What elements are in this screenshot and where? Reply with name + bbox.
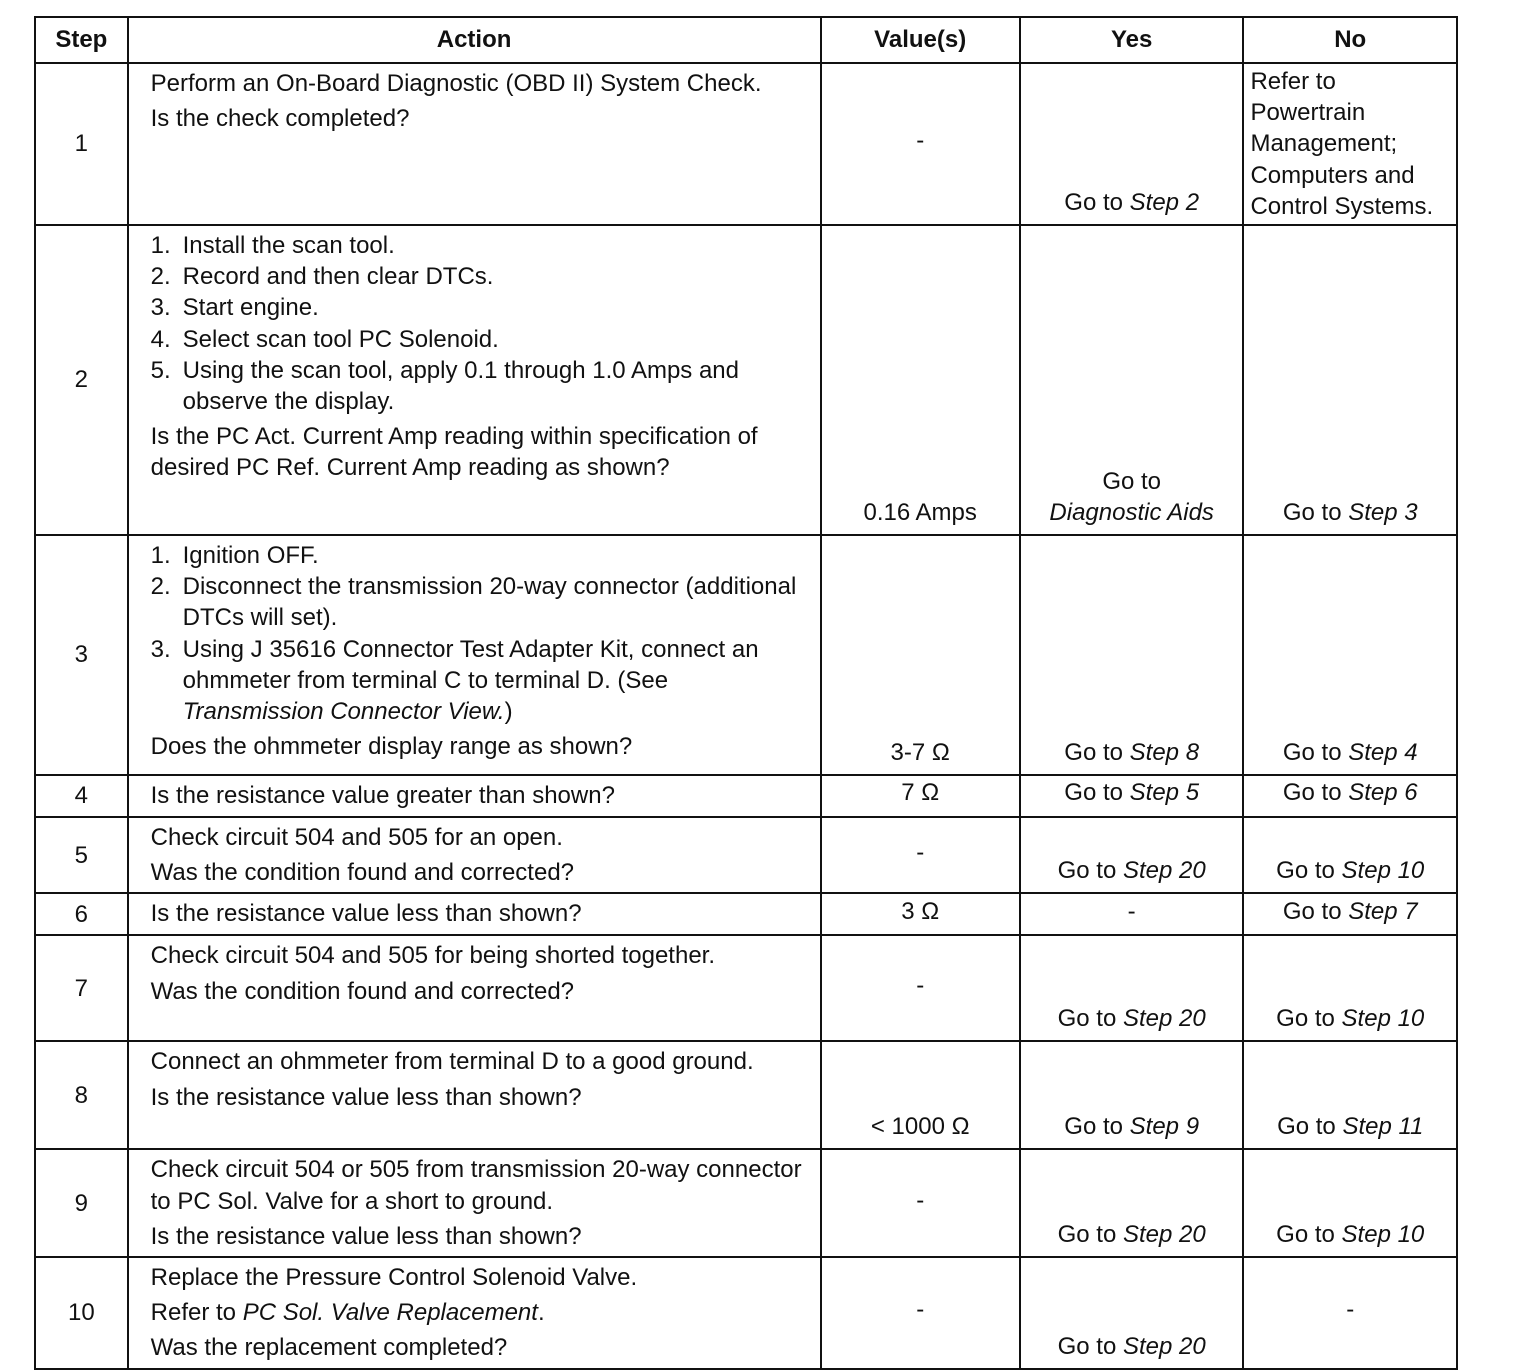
yes-cell <box>1020 535 1244 775</box>
yes-link[interactable] <box>1058 1333 1206 1360</box>
no-target: Step 11 <box>1342 1113 1424 1141</box>
value-cell: - <box>821 817 1020 893</box>
action-text: Replace the Pressure Control Solenoid Valve. <box>150 1263 638 1291</box>
no-cell <box>1243 775 1457 817</box>
action-question: Is the resistance value less than shown? <box>150 900 582 928</box>
yes-link[interactable] <box>1058 1005 1206 1032</box>
no-target: Step 6 <box>1348 779 1418 807</box>
no-target: Step 4 <box>1348 738 1418 766</box>
table-row <box>35 535 1457 775</box>
yes-text: - <box>1127 897 1136 925</box>
action-text: Check circuit 504 or 505 from transmission 20-way connector to PC Sol. Valve for a short to ground. <box>150 1156 802 1215</box>
item-text <box>183 324 810 355</box>
item-text-post: ) <box>504 697 513 725</box>
table-row <box>35 1149 1457 1257</box>
yes-prefix: Go to <box>1057 857 1123 885</box>
yes-target: Step 2 <box>1129 188 1200 216</box>
item-number: 3. <box>150 294 171 322</box>
reference-prefix: Refer to <box>150 1299 243 1327</box>
step-number: 5 <box>35 817 128 893</box>
action-step-item <box>151 261 810 292</box>
header-yes: Yes <box>1020 17 1244 63</box>
action-step-item <box>151 355 810 417</box>
value-cell: 0.16 Amps <box>821 225 1020 535</box>
no-target: Step 10 <box>1341 1220 1425 1248</box>
table-row <box>35 935 1457 1041</box>
action-cell <box>128 1149 821 1257</box>
value-cell: 3 Ω <box>821 893 1020 935</box>
yes-cell <box>1020 817 1244 893</box>
reference-post: . <box>537 1299 545 1327</box>
item-number: 1. <box>150 541 171 569</box>
no-link[interactable] <box>1283 779 1418 806</box>
header-action: Action <box>128 17 821 63</box>
no-link[interactable] <box>1283 499 1418 526</box>
yes-link[interactable] <box>1064 189 1199 216</box>
action-question: Is the resistance value less than shown? <box>150 1222 582 1250</box>
action-question: Is the resistance value less than shown? <box>150 1083 582 1111</box>
item-text-main: Disconnect the transmission 20-way connector (additional DTCs will set). <box>182 573 797 632</box>
item-number: 3. <box>150 635 171 663</box>
no-cell <box>1243 817 1457 893</box>
action-step-item <box>151 230 810 261</box>
step-number: 3 <box>35 535 128 775</box>
no-cell <box>1243 63 1457 225</box>
action-step-item <box>151 571 810 633</box>
table-row <box>35 893 1457 935</box>
yes-cell <box>1020 1257 1244 1369</box>
no-prefix: Go to <box>1282 779 1349 807</box>
no-target: Step 10 <box>1341 1005 1425 1033</box>
yes-prefix: Go to <box>1064 188 1130 216</box>
table-row <box>35 775 1457 817</box>
header-step: Step <box>35 17 128 63</box>
value-cell: < 1000 Ω <box>821 1041 1020 1149</box>
yes-cell <box>1020 225 1244 535</box>
step-number: 6 <box>35 893 128 935</box>
yes-link[interactable] <box>1058 857 1206 884</box>
item-number: 2. <box>150 573 171 601</box>
item-number: 2. <box>150 263 171 291</box>
yes-prefix: Go to <box>1102 467 1162 495</box>
step-number: 10 <box>35 1257 128 1369</box>
yes-cell <box>1020 1041 1244 1149</box>
no-cell <box>1243 1257 1457 1369</box>
step-number: 4 <box>35 775 128 817</box>
yes-target: Step 9 <box>1129 1113 1200 1141</box>
no-cell <box>1243 935 1457 1041</box>
item-text-main: Install the scan tool. <box>182 231 395 259</box>
yes-prefix: Go to <box>1057 1220 1123 1248</box>
table-row <box>35 225 1457 535</box>
no-prefix: Go to <box>1276 857 1342 885</box>
step-number: 7 <box>35 935 128 1041</box>
header-row <box>35 17 1457 63</box>
step-number: 1 <box>35 63 128 225</box>
action-cell <box>128 63 821 225</box>
table-row <box>35 1041 1457 1149</box>
action-step-item <box>151 324 810 355</box>
no-cell <box>1243 1041 1457 1149</box>
action-cell <box>128 935 821 1041</box>
action-question: Is the resistance value greater than shown? <box>150 781 615 809</box>
no-target: Step 7 <box>1348 897 1418 925</box>
no-cell <box>1243 893 1457 935</box>
table-row <box>35 817 1457 893</box>
value-cell: - <box>821 1257 1020 1369</box>
item-number: 1. <box>150 231 171 259</box>
yes-cell <box>1020 935 1244 1041</box>
no-link[interactable] <box>1276 857 1424 884</box>
action-text: Check circuit 504 and 505 for an open. <box>150 823 563 851</box>
yes-prefix: Go to <box>1064 779 1130 807</box>
yes-target: Step 5 <box>1129 779 1200 807</box>
yes-target: Diagnostic Aids <box>1049 498 1214 526</box>
yes-link[interactable] <box>1064 1113 1199 1140</box>
yes-cell <box>1020 893 1244 935</box>
no-prefix: Go to <box>1277 1113 1343 1141</box>
yes-target: Step 8 <box>1129 738 1200 766</box>
no-cell <box>1243 1149 1457 1257</box>
table-row <box>35 63 1457 225</box>
value-cell: - <box>821 1149 1020 1257</box>
no-link[interactable] <box>1283 898 1418 925</box>
yes-link[interactable] <box>1064 739 1199 766</box>
table-body <box>35 63 1457 1369</box>
yes-target: Step 20 <box>1122 857 1206 885</box>
no-prefix: Go to <box>1282 498 1349 526</box>
item-text-main: Select scan tool PC Solenoid. <box>182 325 499 353</box>
yes-cell <box>1020 775 1244 817</box>
item-text <box>183 261 810 292</box>
action-cell <box>128 775 821 817</box>
action-cell <box>128 893 821 935</box>
value-cell: 7 Ω <box>821 775 1020 817</box>
no-target: Step 10 <box>1341 857 1425 885</box>
no-link[interactable] <box>1277 1113 1423 1140</box>
action-step-item <box>151 292 810 323</box>
no-prefix: Go to <box>1282 738 1349 766</box>
yes-target: Step 20 <box>1122 1332 1206 1360</box>
action-question: Is the check completed? <box>150 105 410 133</box>
yes-target: Step 20 <box>1122 1220 1206 1248</box>
item-text-ref: Transmission Connector View. <box>182 697 505 725</box>
action-step-item <box>151 540 810 571</box>
item-text-main: Using the scan tool, apply 0.1 through 1.0 Amps and observe the display. <box>182 356 739 415</box>
no-link[interactable] <box>1276 1005 1424 1032</box>
header-no: No <box>1243 17 1457 63</box>
value-cell: - <box>821 63 1020 225</box>
yes-link[interactable] <box>1058 1221 1206 1248</box>
yes-target: Step 20 <box>1122 1005 1206 1033</box>
action-reference <box>151 1297 810 1328</box>
step-number: 2 <box>35 225 128 535</box>
action-question: Does the ohmmeter display range as shown? <box>150 733 633 761</box>
item-text <box>183 634 810 728</box>
item-text <box>183 230 810 261</box>
no-prefix: Go to <box>1276 1005 1342 1033</box>
action-cell <box>128 817 821 893</box>
value-cell: - <box>821 935 1020 1041</box>
no-text: Refer to Powertrain Management; Computers and Control Systems. <box>1250 68 1434 220</box>
header-value: Value(s) <box>821 17 1020 63</box>
item-text <box>183 292 810 323</box>
action-step-item <box>151 634 810 728</box>
value-cell: 3-7 Ω <box>821 535 1020 775</box>
item-number: 5. <box>150 356 171 384</box>
item-number: 4. <box>150 325 171 353</box>
no-prefix: Go to <box>1276 1220 1342 1248</box>
item-text <box>183 540 810 571</box>
table-row <box>35 1257 1457 1369</box>
action-cell <box>128 1257 821 1369</box>
no-text: - <box>1346 1296 1355 1324</box>
item-text-main: Start engine. <box>182 294 319 322</box>
reference-document: PC Sol. Valve Replacement <box>242 1299 538 1327</box>
item-text-main: Using J 35616 Connector Test Adapter Kit, connect an ohmmeter from terminal C to terminal D. (See <box>182 635 759 694</box>
action-cell <box>128 1041 821 1149</box>
no-prefix: Go to <box>1282 897 1349 925</box>
item-text-main: Ignition OFF. <box>182 541 319 569</box>
action-text: Perform an On-Board Diagnostic (OBD II) System Check. <box>150 70 762 97</box>
yes-prefix: Go to <box>1064 738 1130 766</box>
no-cell <box>1243 535 1457 775</box>
yes-prefix: Go to <box>1064 1113 1130 1141</box>
step-number: 8 <box>35 1041 128 1149</box>
no-cell <box>1243 225 1457 535</box>
yes-prefix: Go to <box>1057 1005 1123 1033</box>
action-question: Is the PC Act. Current Amp reading within specification of desired PC Ref. Current Amp reading as shown? <box>150 423 758 482</box>
action-text: Connect an ohmmeter from terminal D to a good ground. <box>150 1048 754 1076</box>
no-target: Step 3 <box>1348 498 1418 526</box>
yes-link[interactable] <box>1064 779 1199 806</box>
yes-cell <box>1020 63 1244 225</box>
step-number: 9 <box>35 1149 128 1257</box>
item-text <box>183 355 810 417</box>
yes-link[interactable] <box>1049 468 1214 526</box>
action-question: Was the condition found and corrected? <box>150 859 575 887</box>
yes-cell <box>1020 1149 1244 1257</box>
no-link[interactable] <box>1276 1221 1424 1248</box>
item-text-main: Record and then clear DTCs. <box>182 263 494 291</box>
action-cell <box>128 225 821 535</box>
action-cell <box>128 535 821 775</box>
action-text: Check circuit 504 and 505 for being shorted together. <box>150 942 716 970</box>
diagnostic-table <box>34 16 1458 1370</box>
item-text <box>183 571 810 633</box>
yes-prefix: Go to <box>1057 1332 1123 1360</box>
action-question: Was the replacement completed? <box>150 1334 508 1362</box>
action-question: Was the condition found and corrected? <box>150 977 575 1005</box>
no-link[interactable] <box>1283 739 1418 766</box>
